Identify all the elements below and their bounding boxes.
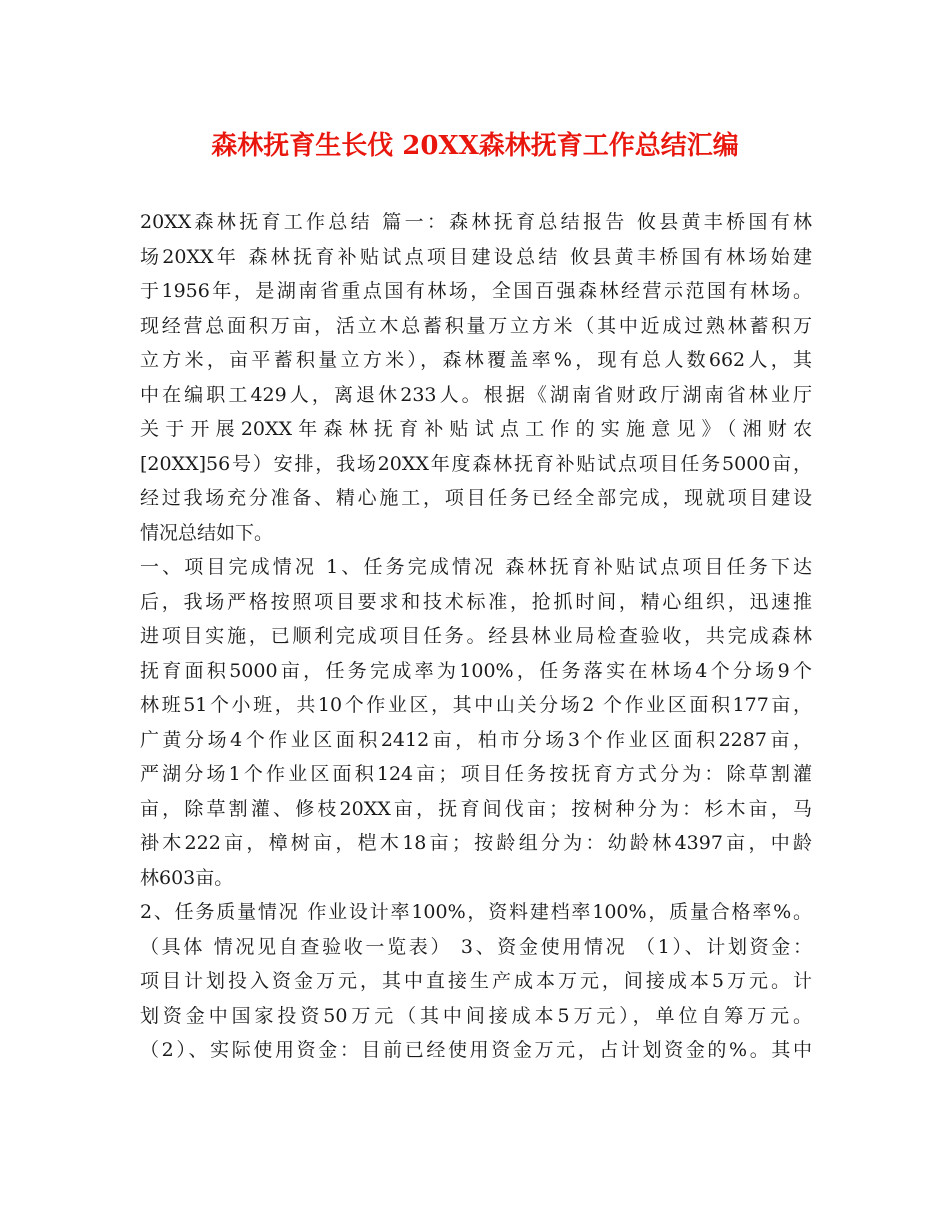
body-line: 亩，除草割灌、修枝20XX亩，抚育间伐亩；按树种分为：杉木亩，马	[140, 797, 812, 820]
body-line: 广黄分场4个作业区面积2412亩，柏市分场3个作业区面积2287亩，	[140, 728, 812, 751]
body-line: （2）、实际使用资金：目前已经使用资金万元，占计划资金的%。其中	[140, 1039, 812, 1061]
body-line: 经过我场充分准备、精心施工，项目任务已经全部完成，现就项目建设	[140, 487, 812, 509]
document-body	[140, 205, 812, 1068]
body-line: 20XX森林抚育工作总结 篇一：森林抚育总结报告 攸县黄丰桥国有林	[140, 211, 812, 233]
body-line: 褂木222亩，樟树亩，桤木18亩；按龄组分为：幼龄林4397亩，中龄	[140, 832, 812, 854]
body-line: 中在编职工429人，离退休233人。根据《湖南省财政厅湖南省林业厅	[140, 383, 812, 406]
body-line: 场20XX年 森林抚育补贴试点项目建设总结 攸县黄丰桥国有林场始建	[140, 245, 812, 268]
body-line: 划资金中国家投资50万元（其中间接成本5万元），单位自筹万元。	[140, 1004, 812, 1027]
body-line: （具体 情况见自查验收一览表） 3、资金使用情况 （1）、计划资金：	[140, 935, 812, 958]
body-line: 现经营总面积万亩，活立木总蓄积量万立方米（其中近成过熟林蓄积万	[140, 314, 812, 337]
body-line: 情况总结如下。	[140, 521, 274, 544]
body-line: 关于开展20XX年森林抚育补贴试点工作的实施意见》（湘财农	[140, 418, 812, 440]
document-title: 森林抚育生长伐 20XX森林抚育工作总结汇编	[211, 131, 739, 161]
body-line: 后，我场严格按照项目要求和技术标准，抢抓时间，精心组织，迅速推	[140, 590, 812, 613]
body-line: 2、任务质量情况 作业设计率100%，资料建档率100%，质量合格率%。	[140, 901, 812, 923]
body-line: 项目计划投入资金万元，其中直接生产成本万元，间接成本5万元。计	[140, 970, 812, 992]
body-line: 林班51个小班，共10个作业区，其中山关分场2 个作业区面积177亩，	[140, 694, 812, 716]
body-line: 进项目实施，已顺利完成项目任务。经县林业局检查验收，共完成森林	[140, 625, 812, 647]
body-line: 严湖分场1个作业区面积124亩；项目任务按抚育方式分为：除草割灌	[140, 763, 812, 785]
body-line: [20XX]56号）安排，我场20XX年度森林抚育补贴试点项目任务5000亩，	[140, 452, 812, 475]
body-line: 立方米，亩平蓄积量立方米），森林覆盖率%，现有总人数662人，其	[140, 349, 812, 371]
body-line: 于1956年，是湖南省重点国有林场，全国百强森林经营示范国有林场。	[140, 280, 812, 302]
body-line: 抚育面积5000亩，任务完成率为100%，任务落实在林场4个分场9个	[140, 659, 812, 682]
body-line: 一、项目完成情况 1、任务完成情况 森林抚育补贴试点项目任务下达	[140, 556, 812, 578]
body-line: 林603亩。	[140, 866, 234, 889]
